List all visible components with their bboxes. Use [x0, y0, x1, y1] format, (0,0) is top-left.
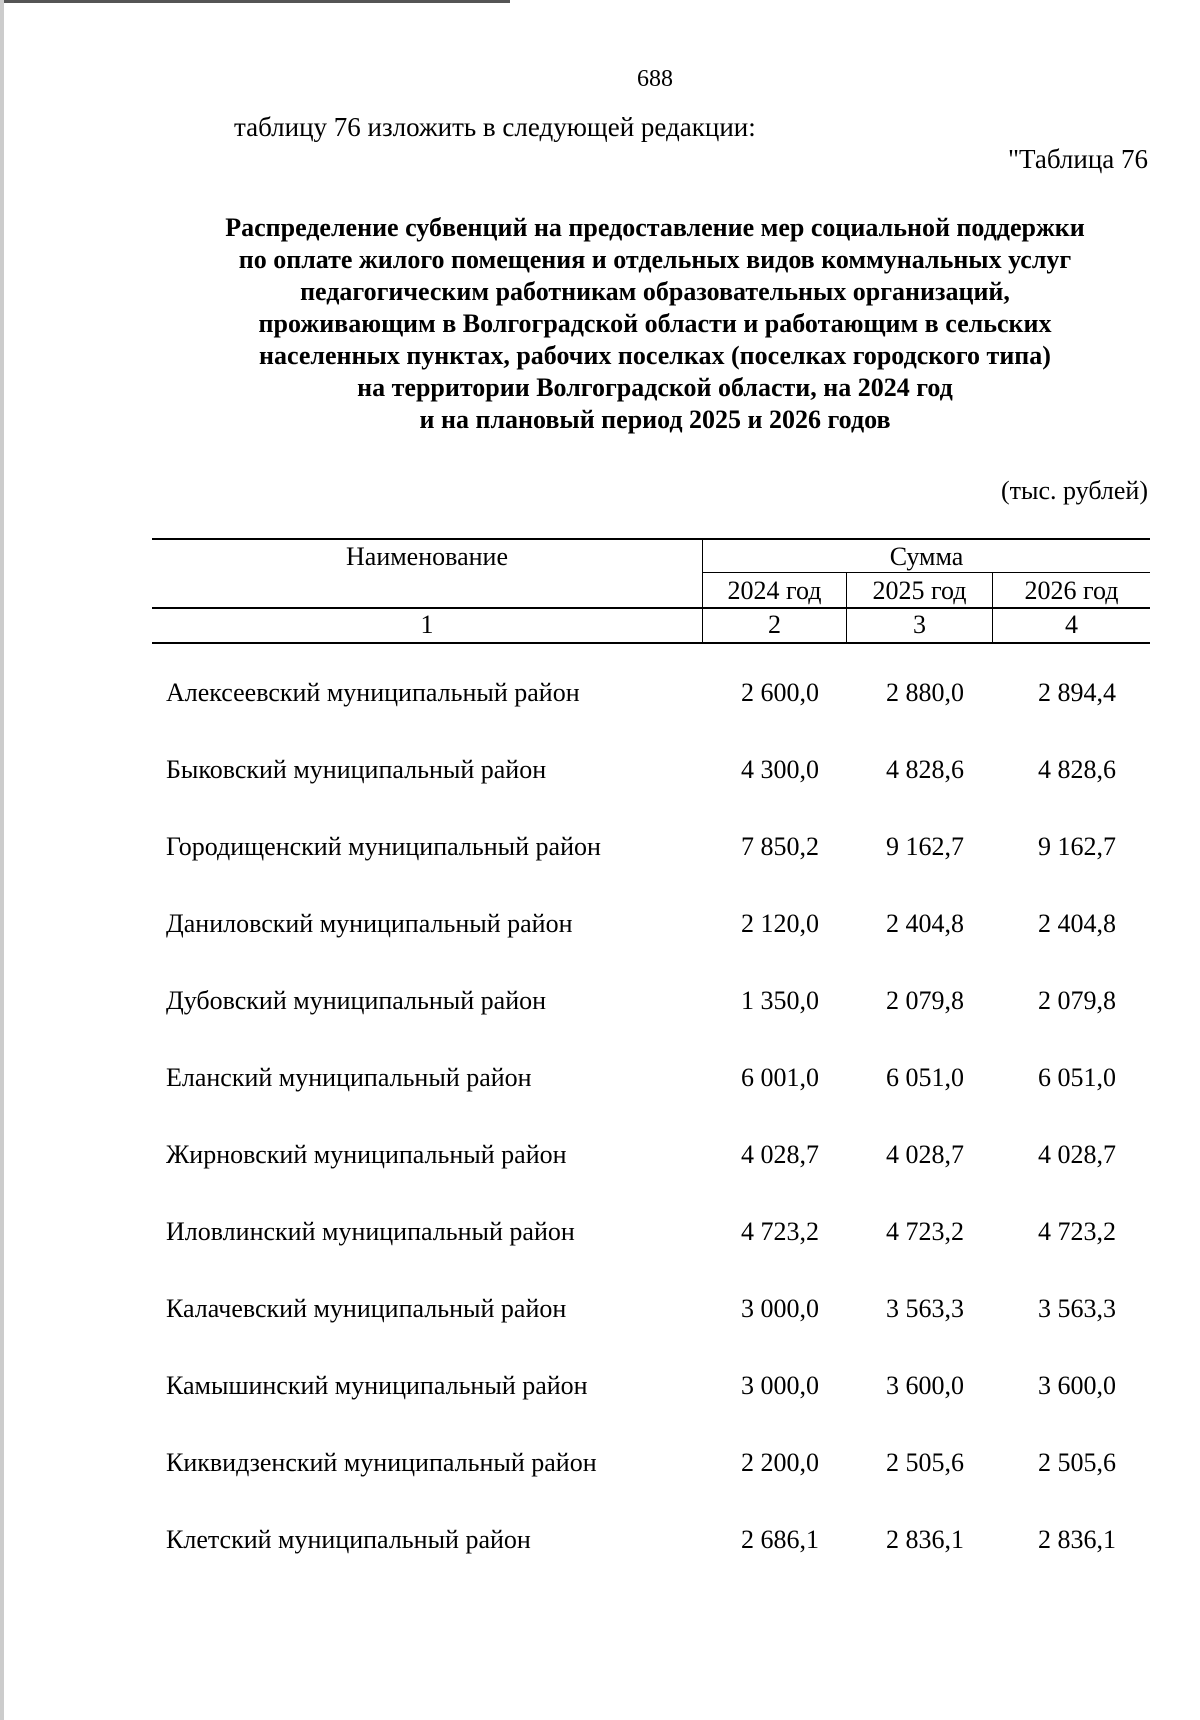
row-value-2026: 9 162,7 [1038, 832, 1116, 861]
row-value-2025: 2 505,6 [886, 1448, 964, 1477]
header-sum-rule [702, 572, 1150, 573]
row-name: Калачевский муниципальный район [166, 1294, 567, 1323]
row-name: Городищенский муниципальный район [166, 832, 601, 861]
title-line: педагогическим работникам образовательных организаций, [300, 277, 1010, 306]
header-col-number: 4 [1065, 610, 1078, 639]
row-value-2026: 4 028,7 [1038, 1140, 1116, 1169]
title-line: по оплате жилого помещения и отдельных видов коммунальных услуг [238, 245, 1072, 274]
row-name: Алексеевский муниципальный район [166, 678, 580, 707]
row-value-2026: 6 051,0 [1038, 1063, 1116, 1092]
row-value-2025: 3 563,3 [886, 1294, 964, 1323]
title-line: проживающим в Волгоградской области и работающим в сельских [258, 309, 1052, 338]
row-name: Быковский муниципальный район [166, 755, 547, 784]
table-row [0, 1448, 1200, 1488]
table-row [0, 678, 1200, 718]
row-value-2026: 2 836,1 [1038, 1525, 1116, 1554]
header-sum: Сумма [889, 542, 964, 571]
table-row [0, 832, 1200, 872]
title-line: и на плановый период 2025 и 2026 годов [419, 405, 891, 434]
row-value-2026: 3 563,3 [1038, 1294, 1116, 1323]
row-value-2024: 2 686,1 [741, 1525, 819, 1554]
title-line: населенных пунктах, рабочих поселках (поселках городского типа) [259, 341, 1051, 370]
row-value-2025: 3 600,0 [886, 1371, 964, 1400]
row-value-2026: 2 404,8 [1038, 909, 1116, 938]
row-name: Еланский муниципальный район [166, 1063, 532, 1092]
row-value-2024: 7 850,2 [741, 832, 819, 861]
header-col-number: 3 [913, 610, 926, 639]
header-bottom-rule [152, 642, 1150, 644]
scan-artifact-line [0, 0, 510, 3]
row-name: Клетский муниципальный район [166, 1525, 531, 1554]
header-col-number: 1 [420, 610, 434, 639]
row-value-2024: 3 000,0 [741, 1371, 819, 1400]
table-row [0, 1217, 1200, 1257]
row-name: Иловлинский муниципальный район [166, 1217, 575, 1246]
row-value-2026: 2 505,6 [1038, 1448, 1116, 1477]
title-line: Распределение субвенций на предоставление мер социальной поддержки [225, 213, 1085, 242]
row-value-2024: 3 000,0 [741, 1294, 819, 1323]
page-number: 688 [637, 66, 673, 92]
row-value-2025: 2 880,0 [886, 678, 964, 707]
header-col-number: 2 [768, 610, 781, 639]
row-value-2025: 4 723,2 [886, 1217, 964, 1246]
row-value-2025: 2 079,8 [886, 986, 964, 1015]
row-value-2025: 9 162,7 [886, 832, 964, 861]
intro-text: таблицу 76 изложить в следующей редакции: [234, 112, 756, 142]
row-value-2024: 2 600,0 [741, 678, 819, 707]
table-row [0, 1140, 1200, 1180]
row-value-2026: 3 600,0 [1038, 1371, 1116, 1400]
header-name: Наименование [346, 542, 508, 571]
row-value-2025: 4 028,7 [886, 1140, 964, 1169]
row-value-2024: 2 200,0 [741, 1448, 819, 1477]
table-row [0, 1525, 1200, 1565]
row-value-2026: 4 828,6 [1038, 755, 1116, 784]
row-name: Киквидзенский муниципальный район [166, 1448, 597, 1477]
row-value-2024: 4 028,7 [741, 1140, 819, 1169]
header-year-2024: 2024 год [727, 576, 822, 605]
row-name: Камышинский муниципальный район [166, 1371, 588, 1400]
row-value-2026: 4 723,2 [1038, 1217, 1116, 1246]
header-mid-rule [152, 607, 1150, 609]
table-row [0, 1371, 1200, 1411]
table-row [0, 986, 1200, 1026]
row-value-2024: 4 300,0 [741, 755, 819, 784]
title-line: на территории Волгоградской области, на 2024 год [357, 373, 953, 402]
row-value-2026: 2 894,4 [1038, 678, 1116, 707]
table-row [0, 755, 1200, 795]
row-value-2024: 4 723,2 [741, 1217, 819, 1246]
row-value-2026: 2 079,8 [1038, 986, 1116, 1015]
units-label: (тыс. рублей) [1000, 476, 1148, 505]
row-value-2024: 2 120,0 [741, 909, 819, 938]
table-row [0, 909, 1200, 949]
row-value-2025: 6 051,0 [886, 1063, 964, 1092]
table-label: "Таблица 76 [1008, 144, 1148, 174]
row-value-2025: 2 404,8 [886, 909, 964, 938]
header-year-2025: 2025 год [872, 576, 967, 605]
row-value-2025: 2 836,1 [886, 1525, 964, 1554]
row-name: Даниловский муниципальный район [166, 909, 573, 938]
row-value-2024: 1 350,0 [741, 986, 819, 1015]
row-value-2024: 6 001,0 [741, 1063, 819, 1092]
row-name: Жирновский муниципальный район [166, 1140, 567, 1169]
header-top-rule [152, 538, 1150, 540]
row-value-2025: 4 828,6 [886, 755, 964, 784]
table-header [152, 538, 1150, 646]
table-row [0, 1063, 1200, 1103]
document-title [140, 212, 1170, 436]
table-row [0, 1294, 1200, 1334]
row-name: Дубовский муниципальный район [166, 986, 547, 1015]
header-year-2026: 2026 год [1024, 576, 1119, 605]
